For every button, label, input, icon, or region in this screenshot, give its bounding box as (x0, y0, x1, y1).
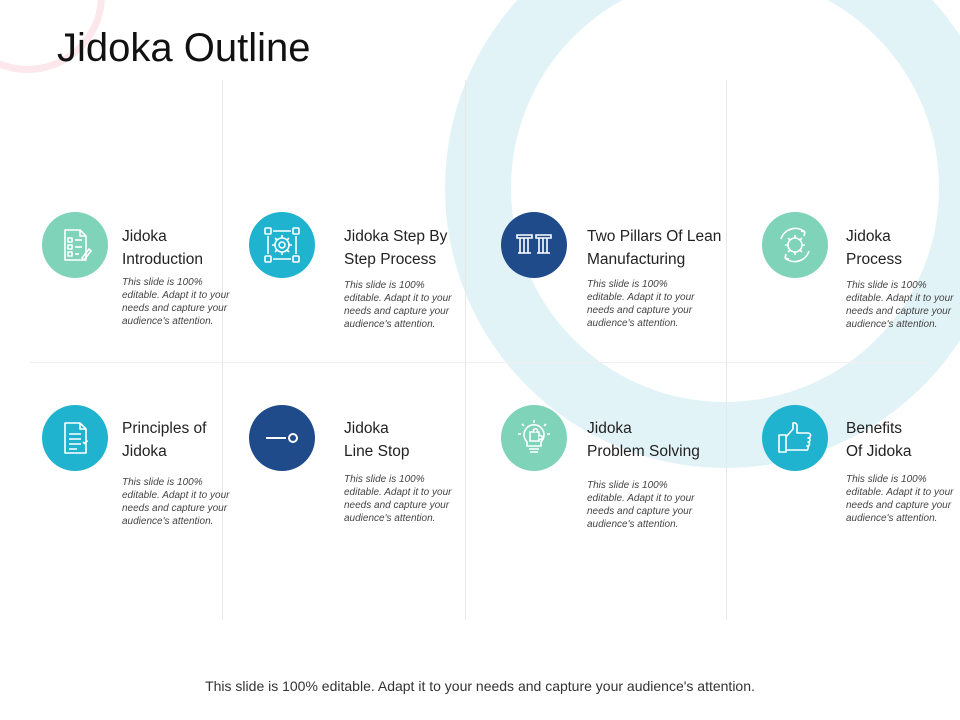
column-divider (222, 80, 223, 620)
item-title-benefits-of-jidoka: Benefits Of Jidoka (846, 420, 912, 460)
item-title-jidoka-line-stop: Jidoka Line Stop (344, 420, 410, 460)
document-list-icon (42, 405, 108, 471)
gear-refresh-icon (762, 212, 828, 278)
gear-process-cycle-icon (249, 212, 315, 278)
thumbs-up-icon (762, 405, 828, 471)
item-title-jidoka-process: Jidoka Process (846, 228, 902, 268)
item-description: This slide is 100% editable. Adapt it to your needs and capture your audience's attention. (344, 474, 452, 524)
row-divider (30, 362, 930, 363)
slide-title: Jidoka Outline (57, 26, 311, 70)
item-description: This slide is 100% editable. Adapt it to your needs and capture your audience's attention. (587, 480, 695, 530)
pillars-icon (501, 212, 567, 278)
item-title-principles-of-jidoka: Principles of Jidoka (122, 420, 207, 460)
item-description: This slide is 100% editable. Adapt it to your needs and capture your audience's attention. (344, 280, 452, 330)
footer-note: This slide is 100% editable. Adapt it to your needs and capture your audience's attention. (205, 678, 755, 694)
item-description: This slide is 100% editable. Adapt it to your needs and capture your audience's attention. (122, 277, 230, 327)
column-divider (726, 80, 727, 620)
lightbulb-puzzle-icon (501, 405, 567, 471)
item-description: This slide is 100% editable. Adapt it to your needs and capture your audience's attention. (846, 474, 954, 524)
item-title-jidoka-introduction: Jidoka Introduction (122, 228, 203, 268)
item-description: This slide is 100% editable. Adapt it to your needs and capture your audience's attention. (846, 280, 954, 330)
item-title-jidoka-problem-solving: Jidoka Problem Solving (587, 420, 700, 460)
item-title-jidoka-step-by-step: Jidoka Step By Step Process (344, 228, 448, 268)
checklist-document-icon (42, 212, 108, 278)
line-stop-icon (249, 405, 315, 471)
item-description: This slide is 100% editable. Adapt it to your needs and capture your audience's attention. (587, 279, 695, 329)
item-title-two-pillars: Two Pillars Of Lean Manufacturing (587, 228, 722, 268)
column-divider (465, 80, 466, 620)
item-description: This slide is 100% editable. Adapt it to your needs and capture your audience's attention. (122, 477, 230, 527)
